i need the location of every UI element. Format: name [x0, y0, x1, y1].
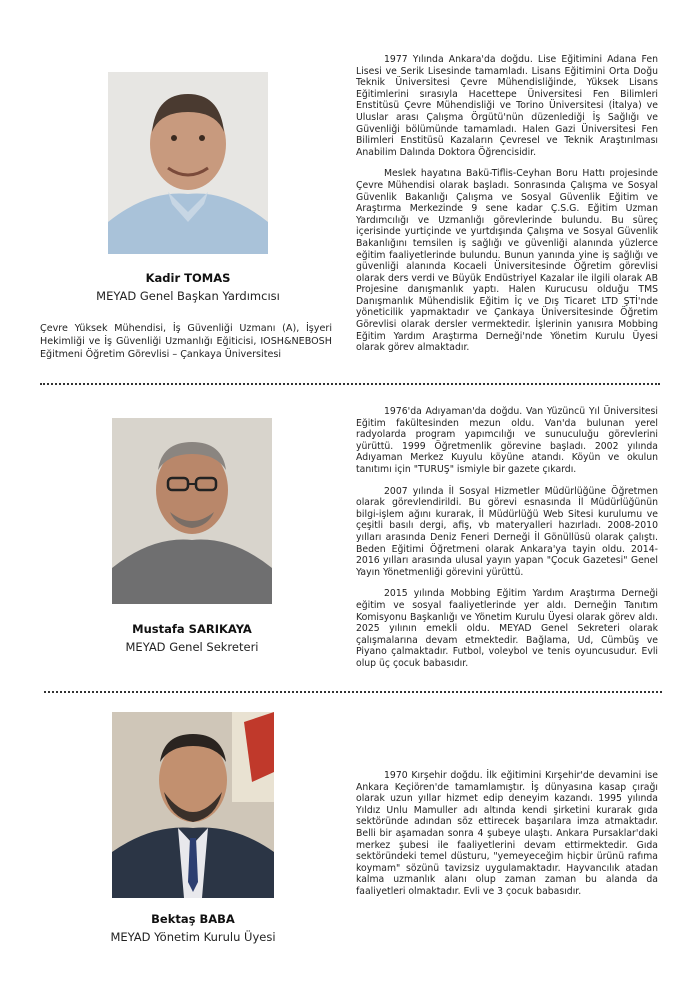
person-name: Kadir TOMAS — [145, 271, 231, 285]
portrait-silhouette-icon — [112, 418, 272, 604]
person-bio — [356, 54, 658, 364]
bio-paragraph: 1977 Yılında Ankara'da doğdu. Lise Eğitimini Adana Fen Lisesi ve Serik Lisesinde tamamladı. Lisans Eğitimini Orta Doğu Teknik Üniversitesi Çevre Mühendisliğinde, Yüksek Lisans Eğitimlerini sırasıyla Hacettepe Üniversitesi Fen Bilimleri Enstitüsü Çevre Mühendisliği ve Torino Üniversitesi (İtalya) ve Uluslar arası Çalışma Örgütü'nün düzenlediği İş Sağlığı ve Güvenliği bölümünde tamamladı. Halen Gazi Üniversitesi Fen Bilimleri Enstitüsü Kazaların Çevresel ve Teknik Araştırılması Anabilim Dalında Doktora Öğrencisidir. — [356, 54, 658, 158]
portrait-photo-kadir-tomas — [108, 72, 268, 254]
person-section-1 — [0, 0, 700, 385]
person-role: MEYAD Yönetim Kurulu Üyesi — [110, 930, 276, 944]
person-name: Mustafa SARIKAYA — [132, 622, 252, 636]
portrait-silhouette-icon — [112, 712, 274, 898]
person-section-2 — [0, 390, 700, 690]
bio-paragraph: 2007 yılında İl Sosyal Hizmetler Müdürlüğüne Öğretmen olarak görevlendirildi. Bu görevi esnasında İl Müdürlüğünün bilgi-işlem ağını kurarak, İl Müdürlüğü Web Sitesi kurulumu ve çeşitli basılı dergi, afiş, vb materyalleri hazırladı. 2008-2010 yılları arasında Deniz Feneri Derneği İl Gönüllüsü olarak çalıştı. Beden Eğitimi Öğretmeni olarak Ankara'ya tayin oldu. 2014-2016 yılları arasında ulusal yayın yapan "Çocuk Gazetesi" Genel Yayın Yönetmenliği görevini yürüttü. — [356, 485, 658, 578]
person-name: Bektaş BABA — [151, 912, 235, 926]
person-credentials: Çevre Yüksek Mühendisi, İş Güvenliği Uzmanı (A), İşyeri Hekimliği ve İş Güvenliği Uzmanlığı Eğiticisi, IOSH&NEBOSH Eğitmeni Öğretim Görevlisi – Çankaya Üniversitesi — [40, 323, 332, 360]
person-bio — [356, 406, 658, 679]
section-divider — [40, 383, 660, 385]
section-divider — [44, 691, 662, 693]
person-role: MEYAD Genel Sekreteri — [125, 640, 259, 654]
person-bio — [356, 770, 658, 908]
bio-paragraph: Meslek hayatına Bakü-Tiflis-Ceyhan Boru Hattı projesinde Çevre Mühendisi olarak başladı. Sonrasında Çalışma ve Sosyal Güvenlik Bakanlığı Çalışma ve Sosyal Güvenlik Eğitim ve Araştırma Merkezinde 9 sene kadar Ç.S.G. Eğitim Uzman Yardımcılığı ve Uzmanlığı görevlerinde bulundu. Bu süreç içerisinde yurtiçinde ve yurtdışında Çalışma ve Sosyal Güvenlik Bakanlığını temsilen iş sağlığı ve güvenliği alanında yüzlerce eğitim faaliyetlerinde bulundu. Bunun yanında yine iş sağlığı ve güvenliği alanında Kocaeli Üniversitesinde Öğretim görevlisi olarak ders verdi ve Büyük Endüstriyel Kazalar ile ilgili olarak AB Projesine danışmanlık yaptı. Halen Kurucusu olduğu TMS Danışmanlık Mühendislik Eğitim İç ve Dış Ticaret LTD ŞTİ'nde yöneticilik yapmaktadır ve Çankaya Üniversitesinde Öğretim Görevlisi olarak dersler vermektedir. İşlerinin yanısıra Mobbing Eğitim Yardım Araştırma Derneği'nde Yönetim Kurulu Üyesi olarak görev almaktadır. — [356, 168, 658, 354]
person-role: MEYAD Genel Başkan Yardımcısı — [96, 289, 280, 303]
bio-paragraph: 2015 yılında Mobbing Eğitim Yardım Araştırma Derneği eğitim ve sosyal faaliyetlerinde yer aldı. Derneğin Tanıtım Komisyonu Başkanlığı ve Yönetim Kurulu Üyesi olarak görev aldı. 2025 yılının emekli oldu. MEYAD Genel Sekreteri olarak çalışmalarına devam etmektedir. Bağlama, Ud, Cümbüş ve Piyano çalmaktadır. Futbol, voleybol ve tenis oyuncusudur. Evli olup üç çocuk babasıdır. — [356, 588, 658, 669]
bio-paragraph: 1976'da Adıyaman'da doğdu. Van Yüzüncü Yıl Üniversitesi Eğitim fakültesinden mezun oldu. Van'da bulunan yerel radyolarda program yapımcılığı ve sunuculuğu görevlerini yürüttü. 1999 Öğretmenlik görevine başladı. 2002 yılında Adıyaman Merkez Kuyulu köyüne atandı. Köyün ve okulun tanıtımı için "TURUŞ" ismiyle bir gazete çıkardı. — [356, 406, 658, 475]
person-section-3 — [0, 700, 700, 990]
portrait-photo-bektas-baba — [112, 712, 274, 898]
portrait-photo-mustafa-sarikaya — [112, 418, 272, 604]
bio-paragraph: 1970 Kırşehir doğdu. İlk eğitimini Kırşehir'de devamini ise Ankara Keçiören'de tamamlamıştır. İş dünyasına kasap çırağı olarak uzun yıllar hizmet edip deneyim kazandı. 1995 yılında Yıldız Unlu Mamuller adı altında kendi şirketini kurarak gıda sektöründe adından söz ettirecek başarılara imza atmaktadır. Belli bir aşamadan sonra 4 şubeye ulaştı. Ankara Pursaklar'daki merkez şubesi ile faaliyetlerini devam ettirmektedir. Gıda sektöründeki temel düsturu, "yemeyeceğim hiçbir ürünü rafıma koymam" sözünü tavizsiz uygulamaktadır. Hayvancılık atadan kalma uzmanlık alanı olup zaman zaman bu alanda da faaliyetleri olmaktadır. Evli ve 3 çocuk babasıdır. — [356, 770, 658, 897]
portrait-silhouette-icon — [108, 72, 268, 254]
